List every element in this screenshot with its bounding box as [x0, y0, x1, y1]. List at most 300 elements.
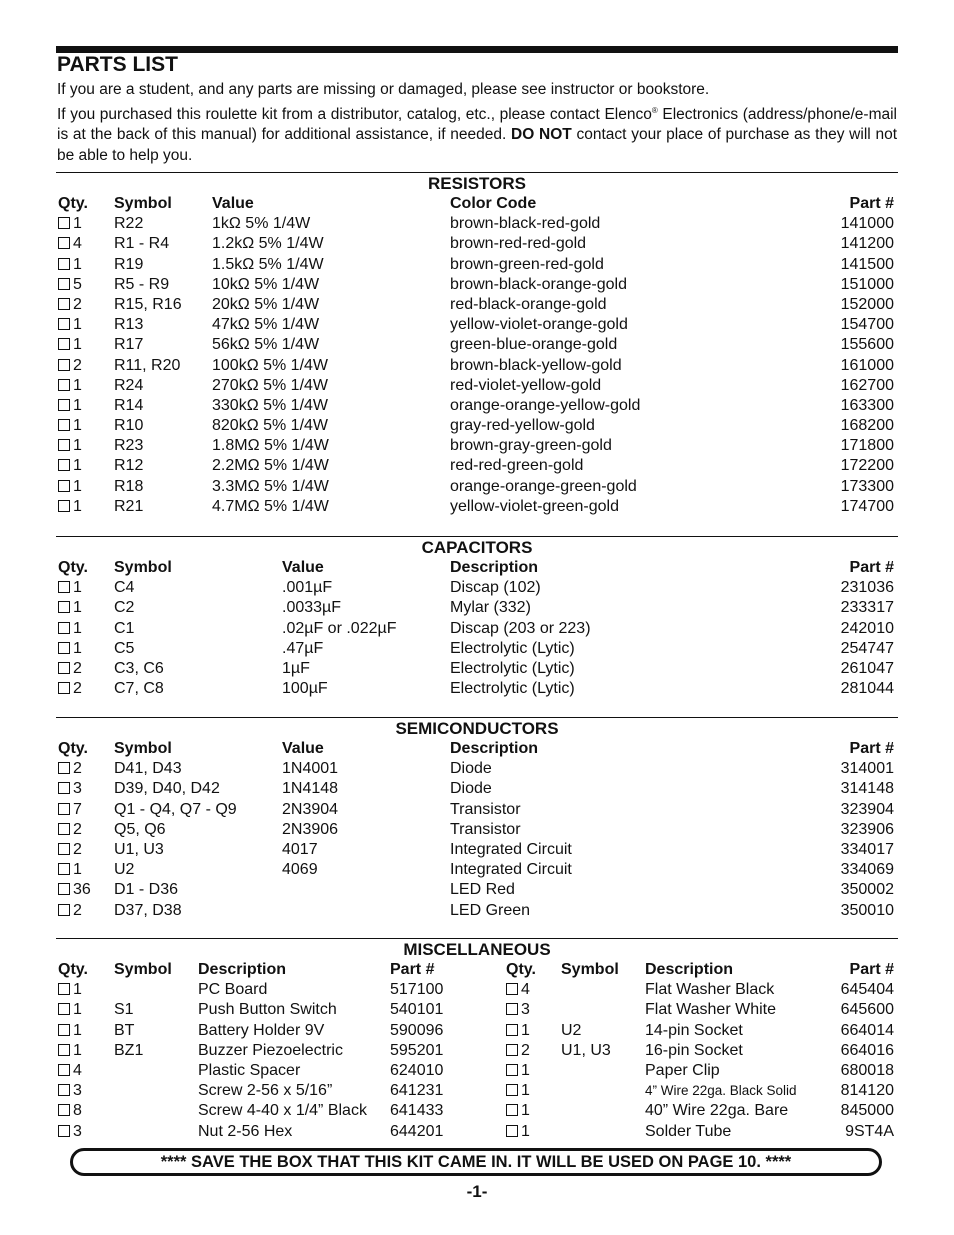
qty-value: 1	[73, 336, 82, 354]
table-row	[56, 214, 898, 234]
qty-value: 2	[73, 820, 82, 838]
misc-title: MISCELLANEOUS	[403, 940, 551, 959]
symbol-cell: Q1 - Q4, Q7 - Q9	[114, 800, 237, 818]
description-cell: brown-gray-green-gold	[450, 437, 612, 455]
qty-value: 1	[73, 1041, 82, 1059]
col-qty: Qty.	[58, 195, 88, 212]
description-cell: Discap (102)	[450, 579, 541, 597]
qty-cell	[58, 578, 82, 598]
qty-value: 1	[73, 599, 82, 617]
qty-value: 2	[521, 1041, 530, 1059]
resistors-rows	[56, 214, 898, 517]
part-number-cell: 173300	[840, 477, 894, 495]
table-row	[56, 497, 898, 517]
qty-value: 4	[521, 981, 530, 999]
description-cell: Battery Holder 9V	[198, 1021, 325, 1039]
qty-cell	[58, 1101, 82, 1121]
description-cell: PC Board	[198, 981, 268, 999]
description-cell: 40” Wire 22ga. Bare	[645, 1102, 789, 1120]
qty-cell	[58, 255, 82, 275]
table-row	[56, 456, 898, 476]
symbol-cell: C5	[114, 639, 135, 657]
checkbox-icon	[506, 1104, 518, 1116]
qty-cell	[58, 416, 82, 436]
semiconductors-rows	[56, 759, 898, 921]
part-number-cell: 814120	[840, 1082, 894, 1100]
qty-cell	[58, 356, 82, 376]
description-cell: orange-orange-green-gold	[450, 477, 637, 495]
checkbox-icon	[58, 338, 70, 350]
registered-mark: ®	[651, 105, 658, 115]
table-row	[56, 578, 898, 598]
part-number-cell: 334017	[840, 840, 894, 858]
qty-cell	[58, 980, 82, 1000]
misc-header-row	[56, 960, 898, 980]
table-row	[56, 1061, 898, 1081]
part-number-cell: 163300	[840, 396, 894, 414]
part-number-cell: 645600	[840, 1001, 894, 1019]
description-cell: LED Red	[450, 881, 515, 899]
description-cell: Discap (203 or 223)	[450, 619, 591, 637]
checkbox-icon	[506, 1084, 518, 1096]
qty-cell	[506, 1061, 530, 1081]
description-cell: brown-green-red-gold	[450, 255, 604, 273]
description-cell: Electrolytic (Lytic)	[450, 639, 575, 657]
qty-cell	[58, 1021, 82, 1041]
qty-value: 1	[73, 316, 82, 334]
semiconductors-title: SEMICONDUCTORS	[395, 719, 559, 738]
resistors-section	[56, 172, 898, 517]
intro-text	[57, 80, 897, 166]
part-number-cell: 314148	[840, 780, 894, 798]
checkbox-icon	[58, 762, 70, 774]
table-row	[56, 800, 898, 820]
qty-cell	[58, 335, 82, 355]
table-row	[56, 619, 898, 639]
part-number-cell: 845000	[840, 1102, 894, 1120]
description-cell: Diode	[450, 780, 492, 798]
qty-cell	[58, 759, 82, 779]
table-row	[56, 840, 898, 860]
checkbox-icon	[506, 1125, 518, 1137]
semiconductors-header-row	[56, 739, 898, 759]
description-cell: 16-pin Socket	[645, 1041, 743, 1059]
checkbox-icon	[506, 1003, 518, 1015]
part-number-cell: 155600	[840, 336, 894, 354]
qty-value: 1	[73, 417, 82, 435]
table-row	[56, 779, 898, 799]
qty-value: 4	[73, 235, 82, 253]
col-part: Part #	[849, 740, 894, 757]
symbol-cell: R18	[114, 477, 144, 495]
qty-cell	[58, 800, 82, 820]
table-row	[56, 820, 898, 840]
part-number-cell: 172200	[840, 457, 894, 475]
checkbox-icon	[58, 883, 70, 895]
part-number-cell: 261047	[840, 659, 894, 677]
description-cell: brown-black-red-gold	[450, 215, 601, 233]
checkbox-icon	[58, 500, 70, 512]
qty-value: 1	[73, 437, 82, 455]
value-cell: 20kΩ 5% 1/4W	[212, 295, 320, 313]
part-number-cell: 174700	[840, 497, 894, 515]
value-cell: 330kΩ 5% 1/4W	[212, 396, 329, 414]
part-number-cell: 595201	[390, 1041, 444, 1059]
value-cell: 1.2kΩ 5% 1/4W	[212, 235, 324, 253]
qty-cell	[506, 1041, 530, 1061]
qty-cell	[58, 497, 82, 517]
qty-value: 2	[73, 659, 82, 677]
qty-value: 1	[73, 255, 82, 273]
checkbox-icon	[58, 258, 70, 270]
symbol-cell: R19	[114, 255, 144, 273]
description-cell: brown-red-red-gold	[450, 235, 587, 253]
description-cell: red-black-orange-gold	[450, 295, 607, 313]
qty-value: 3	[73, 1082, 82, 1100]
table-row	[56, 1021, 898, 1041]
table-row	[56, 759, 898, 779]
checkbox-icon	[58, 459, 70, 471]
qty-value: 1	[521, 1082, 530, 1100]
symbol-cell: U2	[114, 861, 135, 879]
capacitors-header-row	[56, 558, 898, 578]
qty-cell	[506, 980, 530, 1000]
checkbox-icon	[58, 298, 70, 310]
value-cell: 47kΩ 5% 1/4W	[212, 316, 320, 334]
misc-section	[56, 938, 898, 1142]
table-row	[56, 598, 898, 618]
checkbox-icon	[506, 1064, 518, 1076]
symbol-cell: R10	[114, 417, 144, 435]
value-cell: 1.8MΩ 5% 1/4W	[212, 437, 329, 455]
qty-value: 1	[73, 639, 82, 657]
value-cell: 1N4148	[282, 780, 339, 798]
qty-cell	[58, 295, 82, 315]
qty-cell	[58, 477, 82, 497]
checkbox-icon	[58, 480, 70, 492]
description-cell: Screw 4-40 x 1/4” Black	[198, 1102, 367, 1120]
qty-value: 1	[73, 457, 82, 475]
checkbox-icon	[58, 642, 70, 654]
intro-p2-c: contact your place of purchase as they will not be able to help you.	[57, 126, 897, 164]
qty-value: 1	[521, 1061, 530, 1079]
checkbox-icon	[58, 904, 70, 916]
symbol-cell: C2	[114, 599, 135, 617]
table-row	[56, 1041, 898, 1061]
checkbox-icon	[58, 217, 70, 229]
part-number-cell: 141200	[840, 235, 894, 253]
intro-line-1: If you are a student, and any parts are missing or damaged, please see instructor or bookstore.	[57, 81, 710, 98]
part-number-cell: 350002	[840, 881, 894, 899]
col-qty-left: Qty.	[58, 961, 88, 978]
qty-cell	[58, 1000, 82, 1020]
symbol-cell: R14	[114, 396, 144, 414]
symbol-cell: R15, R16	[114, 295, 182, 313]
part-number-cell: 350010	[840, 901, 894, 919]
part-number-cell: 624010	[390, 1061, 444, 1079]
table-row	[56, 315, 898, 335]
table-row	[56, 234, 898, 254]
value-cell: 3.3MΩ 5% 1/4W	[212, 477, 329, 495]
qty-value: 7	[73, 800, 82, 818]
checkbox-icon	[58, 843, 70, 855]
value-cell: 2N3904	[282, 800, 339, 818]
value-cell: 270kΩ 5% 1/4W	[212, 376, 329, 394]
semiconductors-section	[56, 717, 898, 921]
symbol-cell: C3, C6	[114, 659, 164, 677]
do-not-emphasis: DO NOT	[511, 126, 572, 144]
value-cell: 1.5kΩ 5% 1/4W	[212, 255, 324, 273]
qty-cell	[506, 1021, 530, 1041]
col-symbol: Symbol	[114, 195, 172, 212]
capacitors-title: CAPACITORS	[421, 538, 533, 557]
qty-value: 1	[73, 619, 82, 637]
description-cell: Flat Washer White	[645, 1001, 776, 1019]
value-cell: 4069	[282, 861, 318, 879]
table-row	[56, 980, 898, 1000]
table-row	[56, 477, 898, 497]
qty-cell	[58, 436, 82, 456]
part-number-cell: 664016	[840, 1041, 894, 1059]
part-number-cell: 314001	[840, 760, 894, 778]
value-cell: .02µF or .022µF	[282, 619, 397, 637]
part-number-cell: 171800	[840, 437, 894, 455]
checkbox-icon	[58, 581, 70, 593]
qty-cell	[58, 1081, 82, 1101]
qty-value: 1	[521, 1122, 530, 1140]
col-symbol: Symbol	[114, 559, 172, 576]
part-number-cell: 323904	[840, 800, 894, 818]
col-color-code: Color Code	[450, 195, 537, 212]
qty-cell	[58, 598, 82, 618]
col-qty-right: Qty.	[506, 961, 536, 978]
value-cell: 100kΩ 5% 1/4W	[212, 356, 329, 374]
value-cell: 820kΩ 5% 1/4W	[212, 417, 329, 435]
symbol-cell: R22	[114, 215, 144, 233]
qty-value: 1	[73, 1001, 82, 1019]
part-number-cell: 233317	[840, 599, 894, 617]
description-cell: red-violet-yellow-gold	[450, 376, 602, 394]
symbol-cell: S1	[114, 1001, 134, 1019]
col-part: Part #	[849, 195, 894, 212]
symbol-cell: R23	[114, 437, 144, 455]
col-part-right: Part #	[849, 961, 894, 978]
table-row	[56, 1122, 898, 1142]
qty-value: 1	[73, 396, 82, 414]
description-cell: Integrated Circuit	[450, 861, 572, 879]
qty-cell	[58, 214, 82, 234]
part-number-cell: 242010	[840, 619, 894, 637]
description-cell: LED Green	[450, 901, 531, 919]
description-cell: gray-red-yellow-gold	[450, 417, 595, 435]
checkbox-icon	[58, 318, 70, 330]
table-row	[56, 376, 898, 396]
symbol-cell: R12	[114, 457, 144, 475]
symbol-cell: R5 - R9	[114, 275, 170, 293]
table-row	[56, 255, 898, 275]
qty-cell	[58, 779, 82, 799]
part-number-cell: 168200	[840, 417, 894, 435]
qty-cell	[58, 1122, 82, 1142]
intro-p2-b: Electronics (address/phone/e-mail is at the back of this manual) for additional assistance, if needed.	[57, 105, 897, 144]
table-row	[56, 275, 898, 295]
part-number-cell: 644201	[390, 1122, 444, 1140]
description-cell: Nut 2-56 Hex	[198, 1122, 293, 1140]
description-cell: Plastic Spacer	[198, 1061, 301, 1079]
description-cell: brown-black-orange-gold	[450, 275, 627, 293]
col-description: Description	[450, 740, 539, 757]
qty-value: 3	[521, 1001, 530, 1019]
qty-cell	[58, 901, 82, 921]
qty-value: 2	[73, 901, 82, 919]
table-row	[56, 901, 898, 921]
checkbox-icon	[58, 803, 70, 815]
checkbox-icon	[58, 1024, 70, 1036]
qty-value: 1	[73, 215, 82, 233]
description-cell: Electrolytic (Lytic)	[450, 680, 575, 698]
checkbox-icon	[58, 439, 70, 451]
checkbox-icon	[58, 1125, 70, 1137]
qty-value: 1	[521, 1021, 530, 1039]
qty-cell	[58, 456, 82, 476]
col-symbol: Symbol	[114, 740, 172, 757]
table-row	[56, 860, 898, 880]
part-number-cell: 9ST4A	[845, 1122, 894, 1140]
checkbox-icon	[58, 359, 70, 371]
symbol-cell: U1, U3	[561, 1041, 611, 1059]
col-description-right: Description	[645, 961, 734, 978]
value-cell: .0033µF	[282, 599, 342, 617]
part-number-cell: 154700	[840, 316, 894, 334]
table-row	[56, 880, 898, 900]
checkbox-icon	[58, 601, 70, 613]
description-cell: Transistor	[450, 820, 521, 838]
table-row	[56, 639, 898, 659]
symbol-cell: R11, R20	[114, 356, 181, 374]
description-cell: Transistor	[450, 800, 521, 818]
description-cell: Integrated Circuit	[450, 840, 572, 858]
part-number-cell: 323906	[840, 820, 894, 838]
part-number-cell: 161000	[840, 356, 894, 374]
checkbox-icon	[506, 1044, 518, 1056]
qty-cell	[58, 880, 91, 900]
qty-value: 8	[73, 1102, 82, 1120]
value-cell: 1N4001	[282, 760, 339, 778]
checkbox-icon	[58, 1003, 70, 1015]
part-number-cell: 281044	[840, 680, 894, 698]
qty-cell	[58, 840, 82, 860]
col-description: Description	[450, 559, 539, 576]
resistors-title: RESISTORS	[428, 174, 526, 193]
symbol-cell: U2	[561, 1021, 582, 1039]
qty-cell	[506, 1122, 530, 1142]
symbol-cell: R13	[114, 316, 144, 334]
qty-value: 36	[73, 881, 91, 899]
symbol-cell: D1 - D36	[114, 881, 179, 899]
table-row	[56, 1000, 898, 1020]
checkbox-icon	[58, 863, 70, 875]
symbol-cell: R21	[114, 497, 144, 515]
value-cell: 4.7MΩ 5% 1/4W	[212, 497, 329, 515]
qty-cell	[58, 860, 82, 880]
table-row	[56, 1101, 898, 1121]
symbol-cell: U1, U3	[114, 840, 164, 858]
qty-value: 2	[73, 356, 82, 374]
checkbox-icon	[58, 1044, 70, 1056]
qty-cell	[58, 234, 82, 254]
value-cell: .001µF	[282, 579, 333, 597]
table-row	[56, 295, 898, 315]
part-number-cell: 645404	[840, 981, 894, 999]
description-cell: Solder Tube	[645, 1122, 732, 1140]
table-row	[56, 679, 898, 699]
checkbox-icon	[506, 983, 518, 995]
qty-cell	[506, 1081, 530, 1101]
description-cell: Buzzer Piezoelectric	[198, 1041, 343, 1059]
checkbox-icon	[58, 983, 70, 995]
description-cell: Mylar (332)	[450, 599, 531, 617]
symbol-cell: R24	[114, 376, 144, 394]
symbol-cell: C7, C8	[114, 680, 164, 698]
qty-value: 2	[73, 295, 82, 313]
description-cell: Push Button Switch	[198, 1001, 337, 1019]
description-cell: Diode	[450, 760, 492, 778]
part-number-cell: 254747	[840, 639, 894, 657]
qty-cell	[58, 820, 82, 840]
qty-cell	[58, 275, 82, 295]
symbol-cell: BZ1	[114, 1041, 144, 1059]
col-qty: Qty.	[58, 559, 88, 576]
qty-value: 2	[73, 680, 82, 698]
table-row	[56, 659, 898, 679]
qty-cell	[58, 659, 82, 679]
qty-cell	[58, 679, 82, 699]
capacitors-rows	[56, 578, 898, 699]
qty-cell	[58, 396, 82, 416]
part-number-cell: 334069	[840, 861, 894, 879]
qty-value: 1	[73, 1021, 82, 1039]
symbol-cell: C4	[114, 579, 135, 597]
symbol-cell: Q5, Q6	[114, 820, 166, 838]
table-row	[56, 335, 898, 355]
part-number-cell: 151000	[840, 275, 894, 293]
symbol-cell: C1	[114, 619, 135, 637]
description-cell: orange-orange-yellow-gold	[450, 396, 641, 414]
symbol-cell: R1 - R4	[114, 235, 170, 253]
checkbox-icon	[58, 379, 70, 391]
description-cell: Screw 2-56 x 5/16”	[198, 1082, 333, 1100]
capacitors-section	[56, 536, 898, 699]
table-row	[56, 396, 898, 416]
qty-value: 3	[73, 780, 82, 798]
value-cell: 1µF	[282, 659, 310, 677]
qty-value: 1	[73, 981, 82, 999]
description-cell: red-red-green-gold	[450, 457, 584, 475]
part-number-cell: 162700	[840, 376, 894, 394]
symbol-cell: BT	[114, 1021, 135, 1039]
checkbox-icon	[58, 1084, 70, 1096]
value-cell: 10kΩ 5% 1/4W	[212, 275, 320, 293]
qty-cell	[58, 639, 82, 659]
symbol-cell: R17	[114, 336, 144, 354]
part-number-cell: 141500	[840, 255, 894, 273]
col-part: Part #	[849, 559, 894, 576]
description-cell: brown-black-yellow-gold	[450, 356, 622, 374]
col-value: Value	[212, 195, 254, 212]
checkbox-icon	[58, 399, 70, 411]
intro-paragraph-2	[57, 101, 897, 167]
resistors-header-row	[56, 194, 898, 214]
